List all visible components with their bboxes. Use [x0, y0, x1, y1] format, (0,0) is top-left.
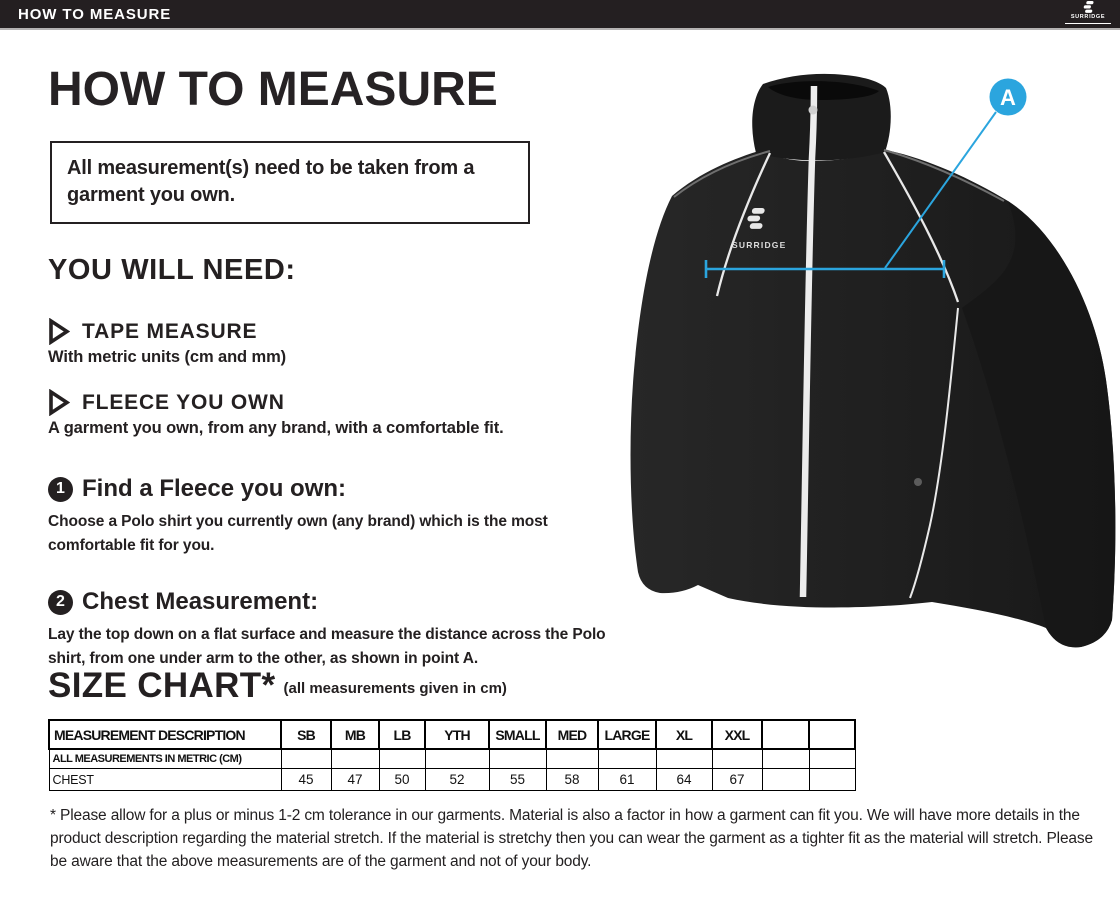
surridge-logo-text: SURRIDGE — [1070, 14, 1106, 20]
column-header: MB — [331, 720, 379, 749]
surridge-s-icon — [1081, 1, 1096, 14]
notice-box: All measurement(s) need to be taken from a garment you own. — [50, 141, 530, 224]
step-number-badge: 2 — [48, 590, 73, 615]
fleece-jacket-illustration — [600, 38, 1120, 683]
table-cell: 61 — [598, 769, 656, 791]
step-number-badge: 1 — [48, 477, 73, 502]
table-cell — [656, 749, 712, 769]
column-header — [809, 720, 855, 749]
step-description: Choose a Polo shirt you currently own (any brand) which is the most comfortable fit for you. — [48, 513, 548, 554]
column-header: YTH — [425, 720, 489, 749]
table-cell — [809, 749, 855, 769]
size-chart-note: (all measurements given in cm) — [283, 680, 507, 697]
table-cell: 64 — [656, 769, 712, 791]
table-row-metric — [49, 749, 855, 769]
table-cell — [546, 749, 598, 769]
table-cell: 67 — [712, 769, 762, 791]
table-cell — [379, 749, 425, 769]
step-title: Find a Fleece you own: — [82, 475, 347, 502]
top-bar-title: HOW TO MEASURE — [18, 5, 172, 23]
column-header: LARGE — [598, 720, 656, 749]
column-header: MEASUREMENT DESCRIPTION — [49, 720, 281, 749]
garment-photo — [600, 38, 1120, 683]
triangle-bullet-icon — [48, 318, 70, 345]
row-label: ALL MEASUREMENTS IN METRIC (CM) — [49, 749, 281, 769]
table-cell — [425, 749, 489, 769]
table-cell: 50 — [379, 769, 425, 791]
column-header: MED — [546, 720, 598, 749]
column-header — [762, 720, 809, 749]
column-header: XXL — [712, 720, 762, 749]
table-cell — [331, 749, 379, 769]
table-cell — [281, 749, 331, 769]
table-cell — [809, 769, 855, 791]
column-header: SMALL — [489, 720, 546, 749]
table-cell: 58 — [546, 769, 598, 791]
table-cell — [762, 769, 809, 791]
surridge-logo-rule — [1065, 23, 1111, 25]
step-2 — [48, 588, 626, 671]
column-header: XL — [656, 720, 712, 749]
table-row-chest — [49, 769, 855, 791]
table-cell: 45 — [281, 769, 331, 791]
size-chart-heading — [48, 666, 507, 706]
table-cell: 47 — [331, 769, 379, 791]
row-label: CHEST — [49, 769, 281, 791]
size-chart-table — [48, 719, 856, 791]
step-1 — [48, 475, 626, 558]
table-cell — [489, 749, 546, 769]
need-item-tape-measure — [48, 318, 286, 367]
table-cell — [598, 749, 656, 769]
need-item-title: FLEECE YOU OWN — [82, 390, 285, 414]
pocket-zip-pull — [914, 478, 922, 486]
column-header: SB — [281, 720, 331, 749]
table-cell: 55 — [489, 769, 546, 791]
step-title: Chest Measurement: — [82, 588, 319, 615]
size-chart-header-row — [49, 720, 855, 749]
surridge-logo — [1065, 1, 1111, 24]
triangle-bullet-icon — [48, 389, 70, 416]
measure-point-label: A — [1000, 85, 1016, 110]
need-item-fleece — [48, 389, 504, 438]
need-item-title: TAPE MEASURE — [82, 319, 258, 343]
need-item-description: A garment you own, from any brand, with a comfortable fit. — [48, 419, 504, 437]
size-chart-title: SIZE CHART* — [48, 666, 276, 705]
table-cell — [762, 749, 809, 769]
column-header: LB — [379, 720, 425, 749]
page-title: HOW TO MEASURE — [48, 63, 498, 116]
step-description: Lay the top down on a flat surface and measure the distance across the Polo shirt, from one under arm to the other, as shown in point A. — [48, 626, 606, 667]
top-bar — [0, 0, 1120, 30]
table-cell — [712, 749, 762, 769]
svg-text:SURRIDGE: SURRIDGE — [732, 240, 787, 250]
disclaimer-text: * Please allow for a plus or minus 1-2 cm tolerance in our garments. Material is also a factor in how a garment can fit you. We will have more details in the product description regarding the material stretch. If the material is stretchy then you can wear the garment as a tighter fit as the material will stretch. Please be aware that the above measurements are of the garment and not of your body. — [50, 807, 1093, 870]
zip-pull — [809, 106, 818, 115]
you-will-need-heading: YOU WILL NEED: — [48, 254, 296, 286]
table-cell: 52 — [425, 769, 489, 791]
need-item-description: With metric units (cm and mm) — [48, 348, 287, 366]
